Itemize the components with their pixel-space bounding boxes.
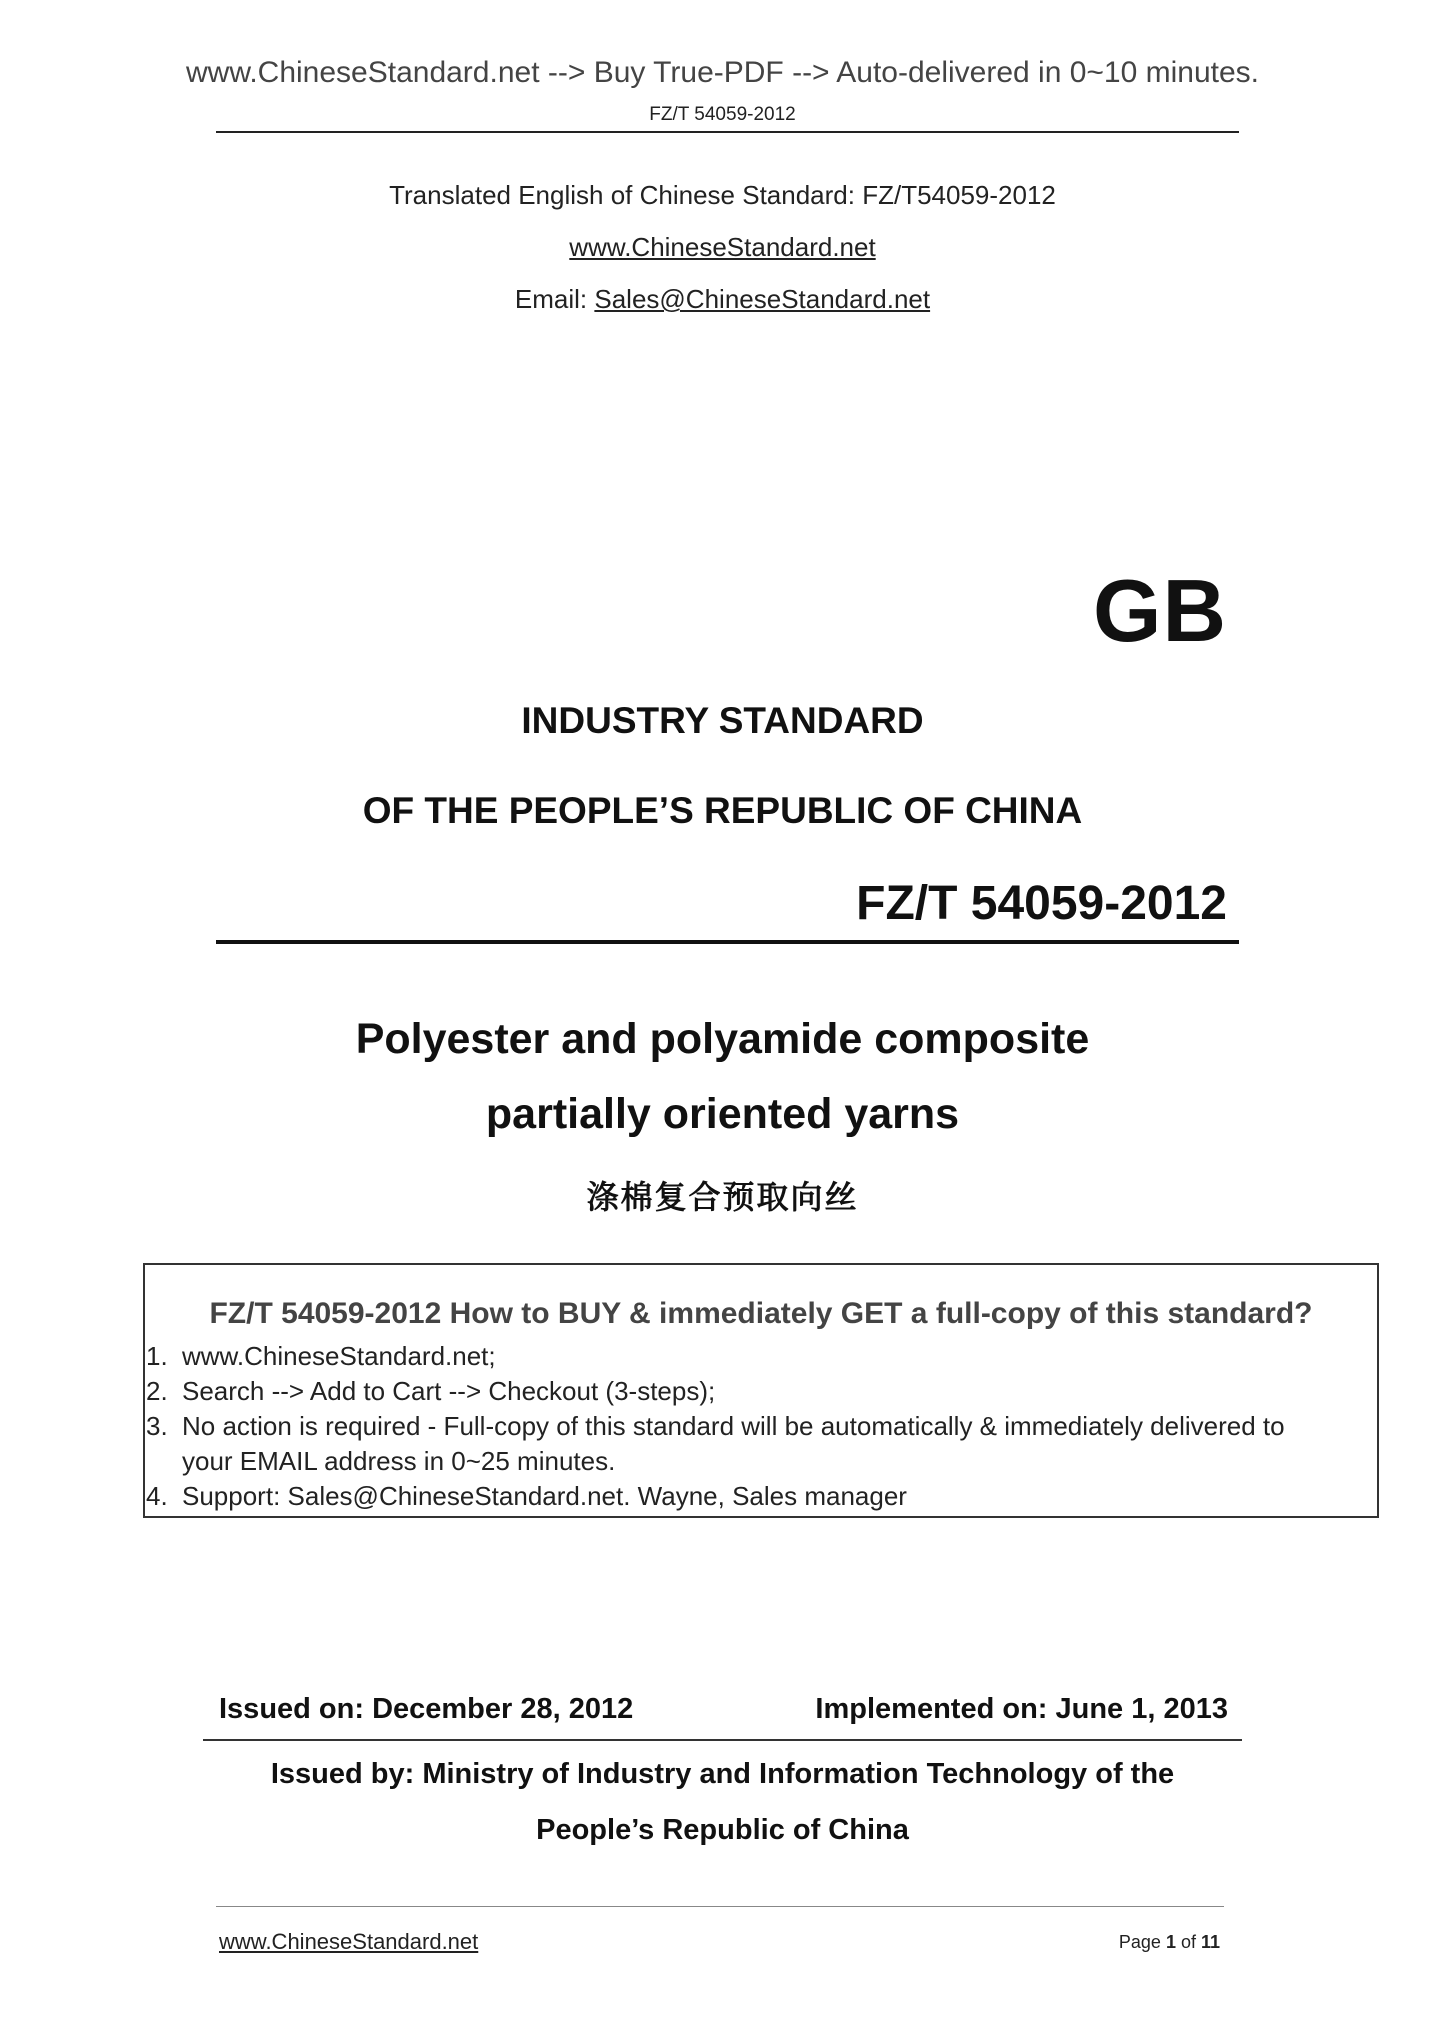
site-line bbox=[0, 232, 1445, 263]
title-line1: Polyester and polyamide composite bbox=[355, 1015, 1090, 1063]
issuer-line1: Issued by: Ministry of Industry and Information Technology of the bbox=[270, 1758, 1175, 1790]
site-link[interactable]: www.ChineseStandard.net bbox=[569, 232, 876, 262]
buy-step-4 bbox=[146, 1481, 907, 1512]
issued-date: Issued on: December 28, 2012 bbox=[219, 1693, 634, 1725]
industry-standard-line1: INDUSTRY STANDARD bbox=[521, 700, 924, 741]
footer-site-link[interactable]: www.ChineseStandard.net bbox=[219, 1929, 479, 1954]
issuer-line2: People’s Republic of China bbox=[536, 1814, 909, 1846]
title-line2: partially oriented yarns bbox=[485, 1090, 960, 1138]
buy-step-1 bbox=[146, 1341, 496, 1372]
step-number: 3. bbox=[146, 1411, 168, 1441]
gb-mark: GB bbox=[1093, 561, 1227, 660]
page-total: 11 bbox=[1200, 1932, 1220, 1952]
title-chinese: 涤棉复合预取向丝 bbox=[586, 1179, 859, 1215]
step-text: Support: Sales@ChineseStandard.net. Wayne, Sales manager bbox=[182, 1481, 907, 1511]
email-line bbox=[0, 284, 1445, 315]
page-word: Page bbox=[1118, 1932, 1166, 1952]
implemented-date: Implemented on: June 1, 2013 bbox=[815, 1693, 1228, 1725]
page-of: of bbox=[1175, 1932, 1201, 1952]
step-text: your EMAIL address in 0~25 minutes. bbox=[182, 1446, 616, 1476]
buy-box-title: FZ/T 54059-2012 How to BUY & immediately GET a full-copy of this standard? bbox=[209, 1297, 1313, 1330]
page-number bbox=[1119, 1932, 1220, 1953]
buy-step-3 bbox=[146, 1411, 1285, 1442]
dates-rule bbox=[203, 1739, 1242, 1741]
step-number: 1. bbox=[146, 1341, 168, 1371]
buy-step-2 bbox=[146, 1376, 715, 1407]
standard-code: FZ/T 54059-2012 bbox=[856, 877, 1227, 930]
step-text: No action is required - Full-copy of this standard will be automatically & immediately delivered to bbox=[182, 1411, 1285, 1441]
step-number: 4. bbox=[146, 1481, 168, 1511]
top-banner: www.ChineseStandard.net --> Buy True-PDF --> Auto-delivered in 0~10 minutes. bbox=[185, 56, 1260, 89]
header-rule bbox=[216, 131, 1239, 133]
code-rule bbox=[216, 940, 1239, 944]
email-link[interactable]: Sales@ChineseStandard.net bbox=[594, 284, 931, 314]
step-text: Search --> Add to Cart --> Checkout (3-steps); bbox=[182, 1376, 716, 1406]
step-number: 2. bbox=[146, 1376, 168, 1406]
industry-standard-line2: OF THE PEOPLE’S REPUBLIC OF CHINA bbox=[362, 790, 1083, 831]
step-text: www.ChineseStandard.net; bbox=[182, 1341, 496, 1371]
header-doc-code: FZ/T 54059-2012 bbox=[649, 104, 796, 125]
page-current: 1 bbox=[1165, 1932, 1176, 1952]
footer-rule bbox=[216, 1906, 1224, 1907]
buy-step-3-continued bbox=[182, 1446, 615, 1477]
translated-line: Translated English of Chinese Standard: FZ/T54059-2012 bbox=[389, 180, 1056, 210]
email-label: Email: bbox=[514, 284, 595, 314]
